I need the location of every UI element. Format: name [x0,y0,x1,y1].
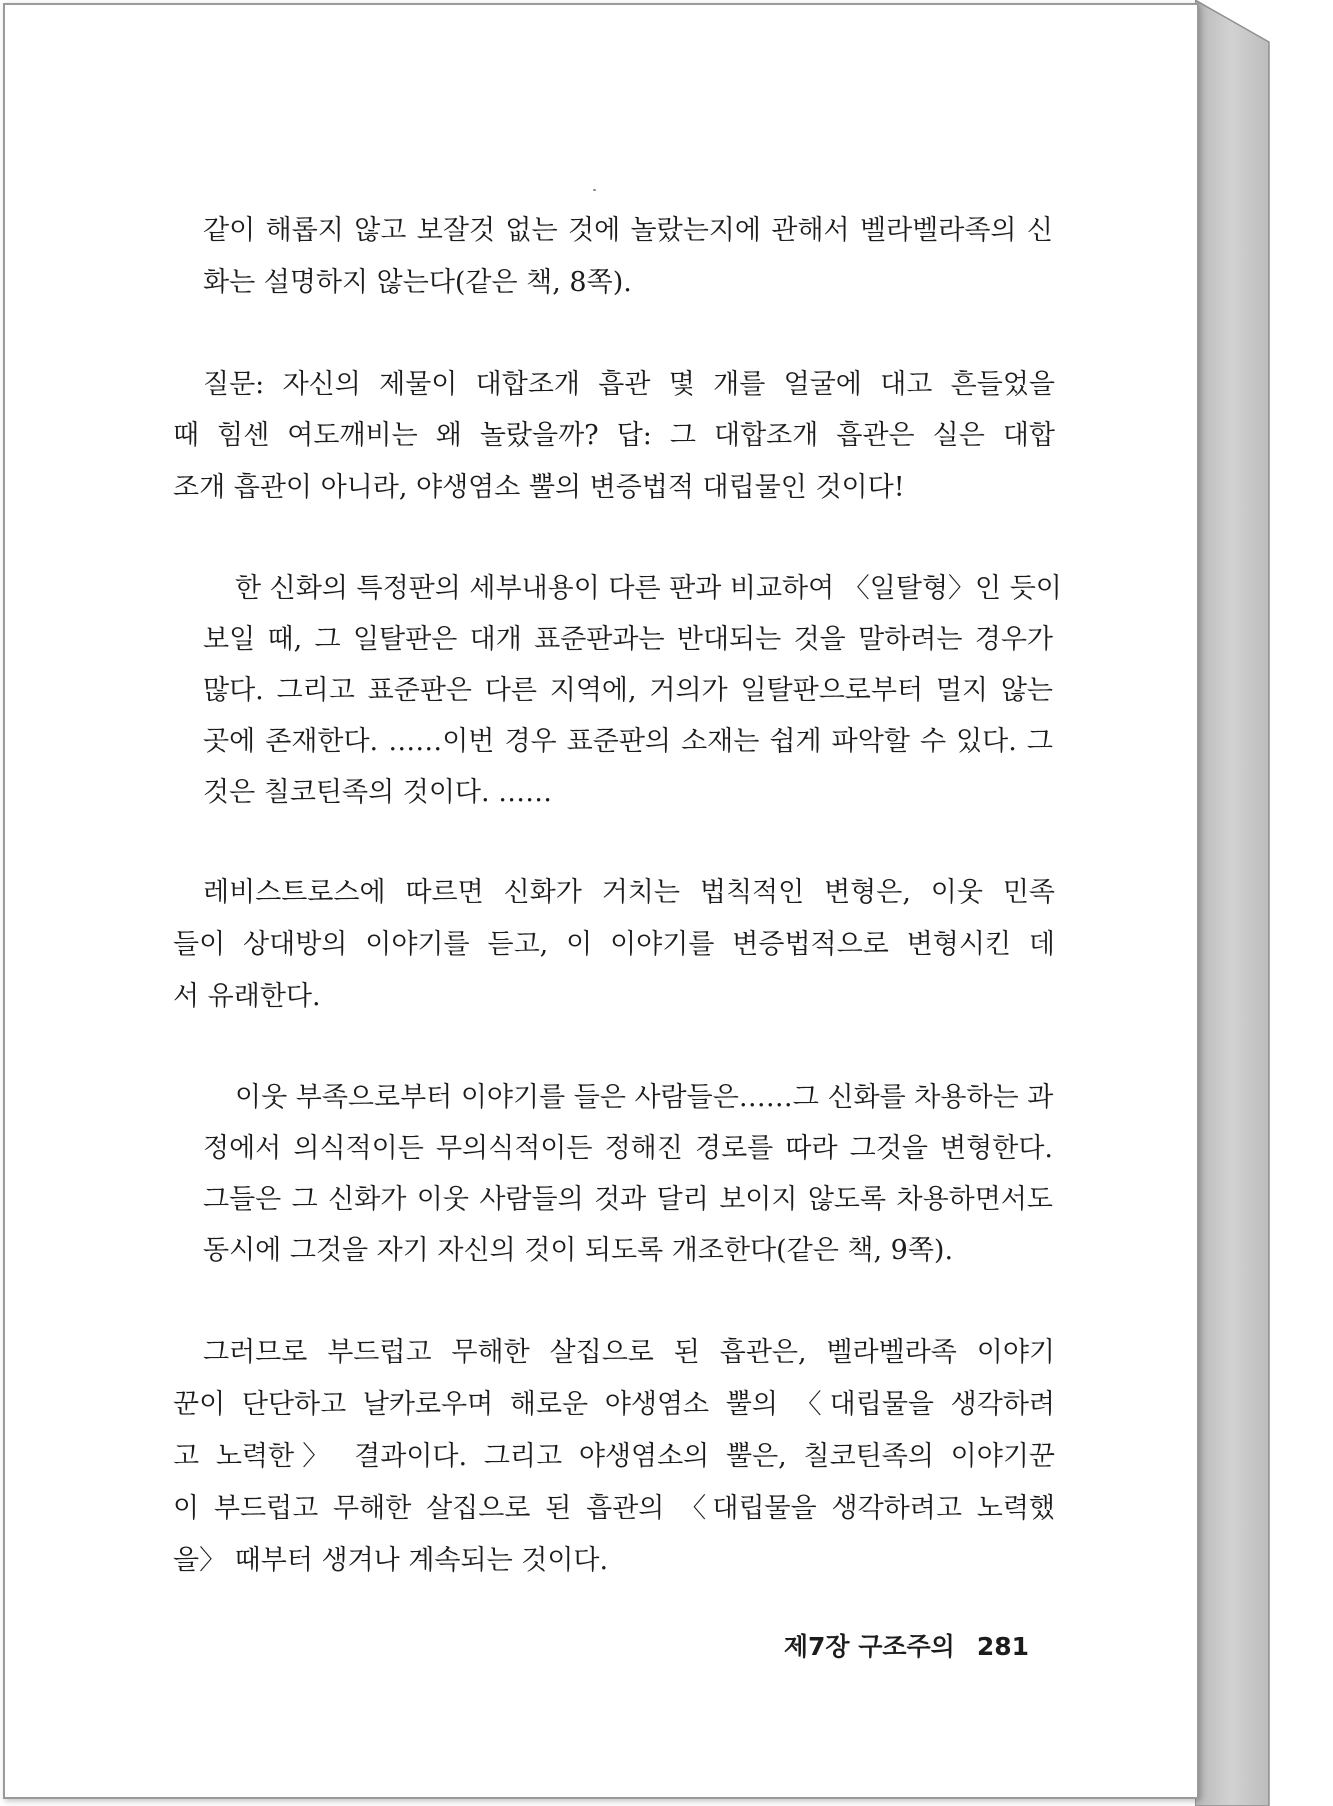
text-line: 정에서 의식적이든 무의식적이든 정해진 경로를 따라 그것을 변형한다. [203,1133,1053,1164]
text-line: 들이 상대방의 이야기를 듣고, 이 이야기를 변증법적으로 변형시킨 데 [173,929,1055,960]
text-line: 많다. 그리고 표준판은 다른 지역에, 거의가 일탈판으로부터 멀지 않는 [203,675,1053,706]
text-line: 그들은 그 신화가 이웃 사람들의 것과 달리 보이지 않도록 차용하면서도 [203,1184,1053,1215]
text-line: 서 유래한다. [173,981,321,1012]
text-line: 레비스트로스에 따르면 신화가 거치는 법칙적인 변형은, 이웃 민족 [203,877,1055,908]
text-line: 이웃 부족으로부터 이야기를 들은 사람들은……그 신화를 차용하는 과 [235,1082,1054,1113]
chapter-title: 제7장 구조주의 [783,1632,955,1661]
text-line: 조개 흡관이 아니라, 야생염소 뿔의 변증법적 대립물인 것이다! [173,472,905,503]
page-footer [784,1627,1029,1663]
text-line: 같이 해롭지 않고 보잘것 없는 것에 놀랐는지에 관해서 벨라벨라족의 신 [203,215,1053,246]
text-line: 곳에 존재한다. ……이번 경우 표준판의 소재는 쉽게 파악할 수 있다. 그 [203,726,1053,757]
page-number: 281 [976,1632,1029,1661]
text-line: 동시에 그것을 자기 자신의 것이 되도록 개조한다(같은 책, 9쪽). [203,1235,954,1266]
text-line: 이 부드럽고 무해한 살집으로 된 흡관의 〈대립물을 생각하려고 노력했 [173,1493,1055,1524]
text-line: 질문: 자신의 제물이 대합조개 흡관 몇 개를 얼굴에 대고 흔들었을 [203,369,1055,400]
text-line: 보일 때, 그 일탈판은 대개 표준판과는 반대되는 것을 말하려는 경우가 [203,624,1053,655]
text-line: 그러므로 부드럽고 무해한 살집으로 된 흡관은, 벨라벨라족 이야기 [203,1337,1055,1368]
text-line: 을〉 때부터 생겨나 계속되는 것이다. [173,1545,609,1576]
text-line: 것은 칠코틴족의 것이다. …… [203,777,553,808]
text-line: 화는 설명하지 않는다(같은 책, 8쪽). [203,267,632,298]
text-line: 고 노력한〉 결과이다. 그리고 야생염소의 뿔은, 칠코틴족의 이야기꾼 [173,1441,1055,1472]
book-spine-edge [1195,0,1275,1806]
scan-speck [593,189,596,191]
text-line: 한 신화의 특정판의 세부내용이 다른 판과 비교하여 〈일탈형〉인 듯이 [235,573,1062,604]
text-line: 때 힘센 여도깨비는 왜 놀랐을까? 답: 그 대합조개 흡관은 실은 대합 [173,420,1055,451]
text-line: 꾼이 단단하고 날카로우며 해로운 야생염소 뿔의 〈대립물을 생각하려 [173,1389,1055,1420]
book-page [3,3,1199,1799]
